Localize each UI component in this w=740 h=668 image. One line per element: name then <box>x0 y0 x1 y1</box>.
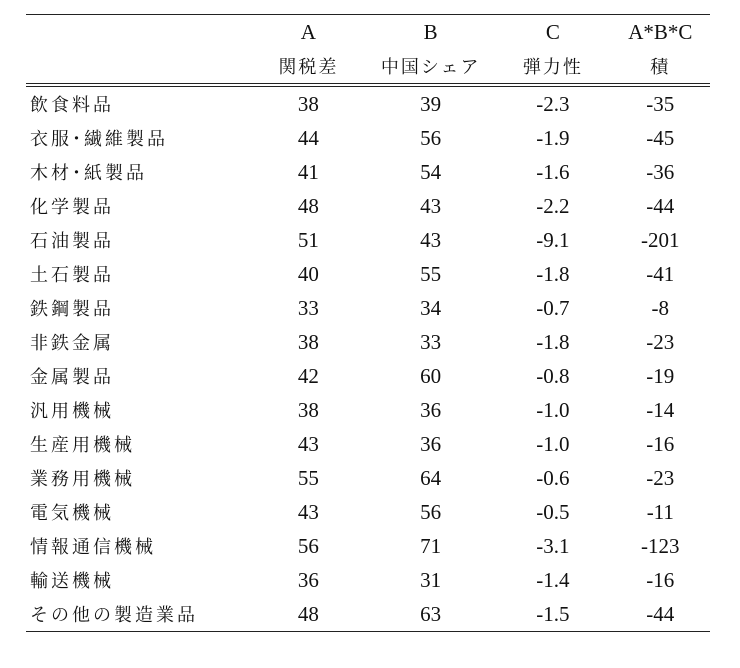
header-row-names <box>26 49 710 83</box>
row-label: 木材･紙製品 <box>30 163 147 184</box>
row-label: その他の製造業品 <box>30 605 198 626</box>
cell-a: 38 <box>297 329 319 354</box>
table-row <box>26 223 710 257</box>
cell-b: 43 <box>420 227 442 252</box>
cell-c: -0.6 <box>536 465 570 490</box>
cell-product: -8 <box>651 295 670 320</box>
table-row <box>26 257 710 291</box>
cell-b: 56 <box>420 125 442 150</box>
cell-b: 64 <box>420 465 442 490</box>
header-col-a: A <box>300 19 316 44</box>
cell-c: -9.1 <box>536 227 570 252</box>
cell-product: -23 <box>646 465 675 490</box>
cell-c: -1.8 <box>536 329 570 354</box>
cell-b: 33 <box>420 329 442 354</box>
cell-a: 48 <box>297 601 319 626</box>
table-row <box>26 291 710 325</box>
cell-b: 36 <box>420 397 442 422</box>
cell-b: 54 <box>420 159 442 184</box>
cell-product: -16 <box>646 567 675 592</box>
table-row <box>26 529 710 563</box>
cell-c: -1.6 <box>536 159 570 184</box>
cell-c: -1.0 <box>536 397 570 422</box>
table-row <box>26 563 710 597</box>
cell-a: 56 <box>297 533 319 558</box>
cell-b: 36 <box>420 431 442 456</box>
table-row <box>26 121 710 155</box>
cell-a: 36 <box>297 567 319 592</box>
cell-b: 39 <box>420 91 442 116</box>
cell-c: -1.9 <box>536 125 570 150</box>
table-bottom-rule <box>26 631 710 632</box>
cell-product: -123 <box>641 533 680 558</box>
cell-a: 43 <box>297 431 319 456</box>
cell-product: -23 <box>646 329 675 354</box>
row-label: 業務用機械 <box>30 469 135 490</box>
cell-b: 60 <box>420 363 442 388</box>
cell-b: 63 <box>420 601 442 626</box>
cell-b: 55 <box>420 261 442 286</box>
cell-product: -11 <box>646 499 674 524</box>
cell-c: -3.1 <box>536 533 570 558</box>
cell-b: 34 <box>420 295 442 320</box>
cell-product: -41 <box>646 261 675 286</box>
header-row-letters <box>26 15 710 49</box>
cell-product: -201 <box>641 227 680 252</box>
data-table <box>26 14 710 632</box>
cell-a: 40 <box>297 261 319 286</box>
cell-a: 42 <box>297 363 319 388</box>
row-label: 電気機械 <box>30 503 114 524</box>
cell-c: -0.7 <box>536 295 570 320</box>
row-label: 情報通信機械 <box>30 537 156 558</box>
cell-a: 44 <box>297 125 319 150</box>
header-col-b: B <box>423 19 438 44</box>
cell-b: 71 <box>420 533 442 558</box>
cell-a: 41 <box>297 159 319 184</box>
cell-c: -2.2 <box>536 193 570 218</box>
header-rule-1 <box>26 83 710 84</box>
cell-c: -0.8 <box>536 363 570 388</box>
cell-product: -16 <box>646 431 675 456</box>
row-label: 石油製品 <box>30 231 114 252</box>
cell-c: -1.0 <box>536 431 570 456</box>
header-elasticity: 弾力性 <box>522 57 583 78</box>
cell-product: -14 <box>646 397 675 422</box>
table-row <box>26 87 710 121</box>
cell-c: -0.5 <box>536 499 570 524</box>
row-label: 輸送機械 <box>30 571 114 592</box>
cell-b: 43 <box>420 193 442 218</box>
cell-product: -44 <box>646 193 675 218</box>
cell-a: 51 <box>297 227 319 252</box>
cell-c: -1.8 <box>536 261 570 286</box>
cell-a: 55 <box>297 465 319 490</box>
header-product: 積 <box>650 57 671 78</box>
table-row <box>26 155 710 189</box>
row-label: 汎用機械 <box>30 401 114 422</box>
cell-product: -36 <box>646 159 675 184</box>
cell-a: 48 <box>297 193 319 218</box>
table-body <box>26 87 710 631</box>
header-col-c: C <box>545 19 560 44</box>
table-row <box>26 495 710 529</box>
cell-a: 38 <box>297 91 319 116</box>
row-label: 衣服･繊維製品 <box>30 129 168 150</box>
row-label: 土石製品 <box>30 265 114 286</box>
table-row <box>26 597 710 631</box>
cell-c: -1.5 <box>536 601 570 626</box>
header-col-product: A*B*C <box>628 19 693 44</box>
row-label: 非鉄金属 <box>30 333 114 354</box>
cell-product: -35 <box>646 91 675 116</box>
cell-a: 38 <box>297 397 319 422</box>
header-china-share: 中国シェア <box>380 57 481 78</box>
row-label: 生産用機械 <box>30 435 135 456</box>
cell-c: -1.4 <box>536 567 570 592</box>
cell-b: 56 <box>420 499 442 524</box>
row-label: 金属製品 <box>30 367 114 388</box>
cell-a: 43 <box>297 499 319 524</box>
row-label: 飲食料品 <box>30 95 114 116</box>
row-label: 鉄鋼製品 <box>30 299 114 320</box>
table-row <box>26 325 710 359</box>
row-label: 化学製品 <box>30 197 114 218</box>
header-tariff-gap: 関税差 <box>278 57 339 78</box>
cell-b: 31 <box>420 567 442 592</box>
cell-c: -2.3 <box>536 91 570 116</box>
table-row <box>26 393 710 427</box>
cell-product: -44 <box>646 601 675 626</box>
cell-product: -45 <box>646 125 675 150</box>
table-row <box>26 359 710 393</box>
cell-product: -19 <box>646 363 675 388</box>
cell-a: 33 <box>297 295 319 320</box>
table-row <box>26 189 710 223</box>
table-row <box>26 427 710 461</box>
table-row <box>26 461 710 495</box>
